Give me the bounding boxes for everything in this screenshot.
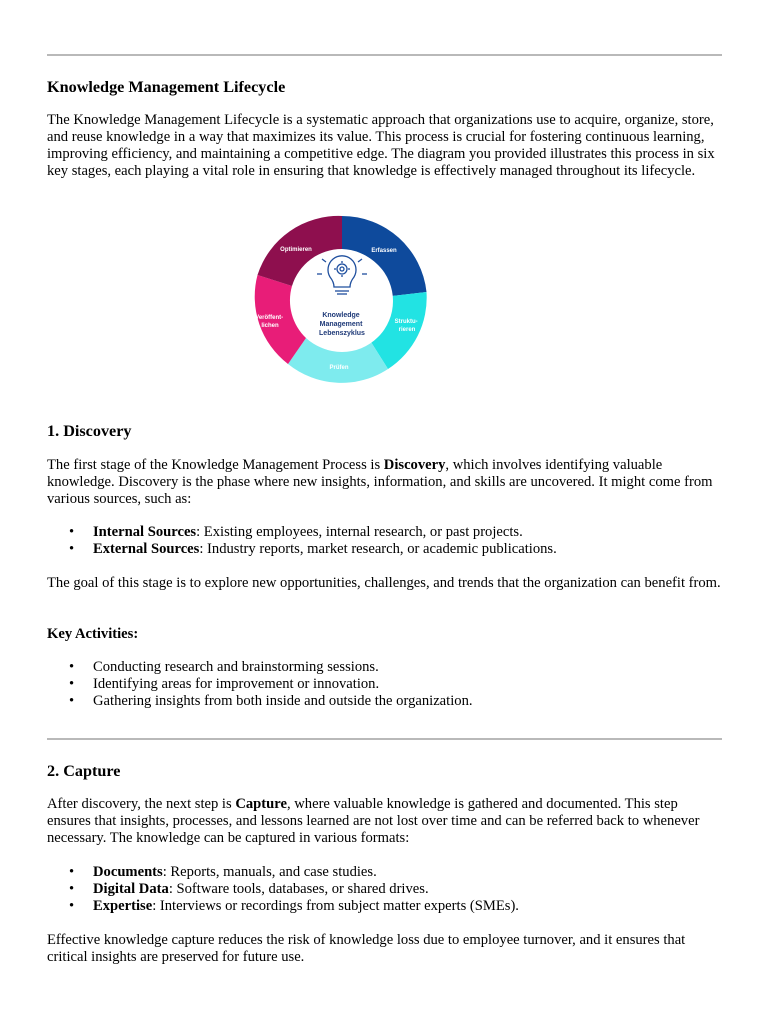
list-item-text: : Industry reports, market research, or academic publications. [199,541,557,557]
list-item [47,898,722,915]
segment-label-erfassen: Erfassen [371,248,397,254]
center-label-line-2: Management [319,321,363,328]
capture-text-end: , where valuable knowledge is gathered and documented. This step ensures that insights, processes, and lessons learned are not lost over time and can be referred back to whenever necessary. The knowledge can be captured in various formats: [47,796,700,846]
segment-label-veroeffentlichen-2: lichen [261,323,279,329]
capture-closing: Effective knowledge capture reduces the risk of knowledge loss due to employee turnover, and it ensures that critical insights are preserved for future use. [47,932,686,965]
list-item [47,524,722,541]
list-item: • Conducting research and brainstorming sessions. [47,659,722,676]
segment-label-veroeffentlichen-1: Veröffent- [255,315,284,321]
capture-heading: 2. Capture [47,762,121,780]
list-item: • Gathering insights from both inside and outside the organization. [47,693,722,710]
list-item [47,864,722,881]
key-activities-term: Key Activities: [47,626,139,642]
center-label-line-1: Knowledge [322,312,360,319]
segment-label-pruefen: Prüfen [329,365,349,371]
key-activities-label [47,626,722,643]
activities-list [47,659,722,710]
list-item: • Identifying areas for improvement or innovation. [47,676,722,693]
discovery-paragraph [47,457,722,508]
list-item-term: External Sources [93,541,200,557]
list-item-term: Expertise [93,898,153,914]
capture-text-start: After discovery, the next step is [47,796,236,812]
intro-paragraph: The Knowledge Management Lifecycle is a systematic approach that organizations use to acquire, organize, store, and reuse knowledge in a way that maximizes its value. This process is crucial for fostering continuous learning, improving efficiency, and maintaining a competitive edge. The diagram you provided illustrates this process in six key stages, each playing a vital role in ensuring that knowledge is effectively managed throughout its lifecycle. [47,112,715,179]
list-item-text: : Interviews or recordings from subject matter experts (SMEs). [152,898,519,914]
capture-paragraph [47,796,722,847]
segment-label-strukturieren-1: Struktu- [394,319,418,325]
list-item-text: : Existing employees, internal research, or past projects. [196,524,523,540]
discovery-term: Discovery [383,457,446,473]
lifecycle-diagram [250,214,434,388]
discovery-text-start: The first stage of the Knowledge Management Process is [47,457,384,473]
formats-list [47,864,722,915]
segment-label-optimieren: Optimieren [280,247,312,253]
list-item-text: : Reports, manuals, and case studies. [162,864,377,880]
svg-text:Knowledge Management [319,312,365,337]
page-title: Knowledge Management Lifecycle [47,78,286,96]
capture-term: Capture [235,796,287,812]
discovery-goal: The goal of this stage is to explore new opportunities, challenges, and trends that the organization can benefit from. [47,575,721,591]
sources-list [47,524,722,558]
list-item [47,541,722,558]
list-item-term: Internal Sources [93,524,197,540]
list-item-term: Digital Data [93,881,169,897]
discovery-heading: 1. Discovery [47,422,132,440]
top-divider [47,54,722,56]
list-item [47,881,722,898]
list-item-term: Documents [93,864,163,880]
list-item-text: : Software tools, databases, or shared drives. [168,881,429,897]
section-divider [47,738,722,740]
center-label-line-3: Lebenszyklus [319,330,365,337]
discovery-text-end: , which involves identifying valuable knowledge. Discovery is the phase where new insights, information, and skills are uncovered. It might come from various sources, such as: [47,457,713,507]
segment-label-strukturieren-2: rieren [398,327,416,333]
